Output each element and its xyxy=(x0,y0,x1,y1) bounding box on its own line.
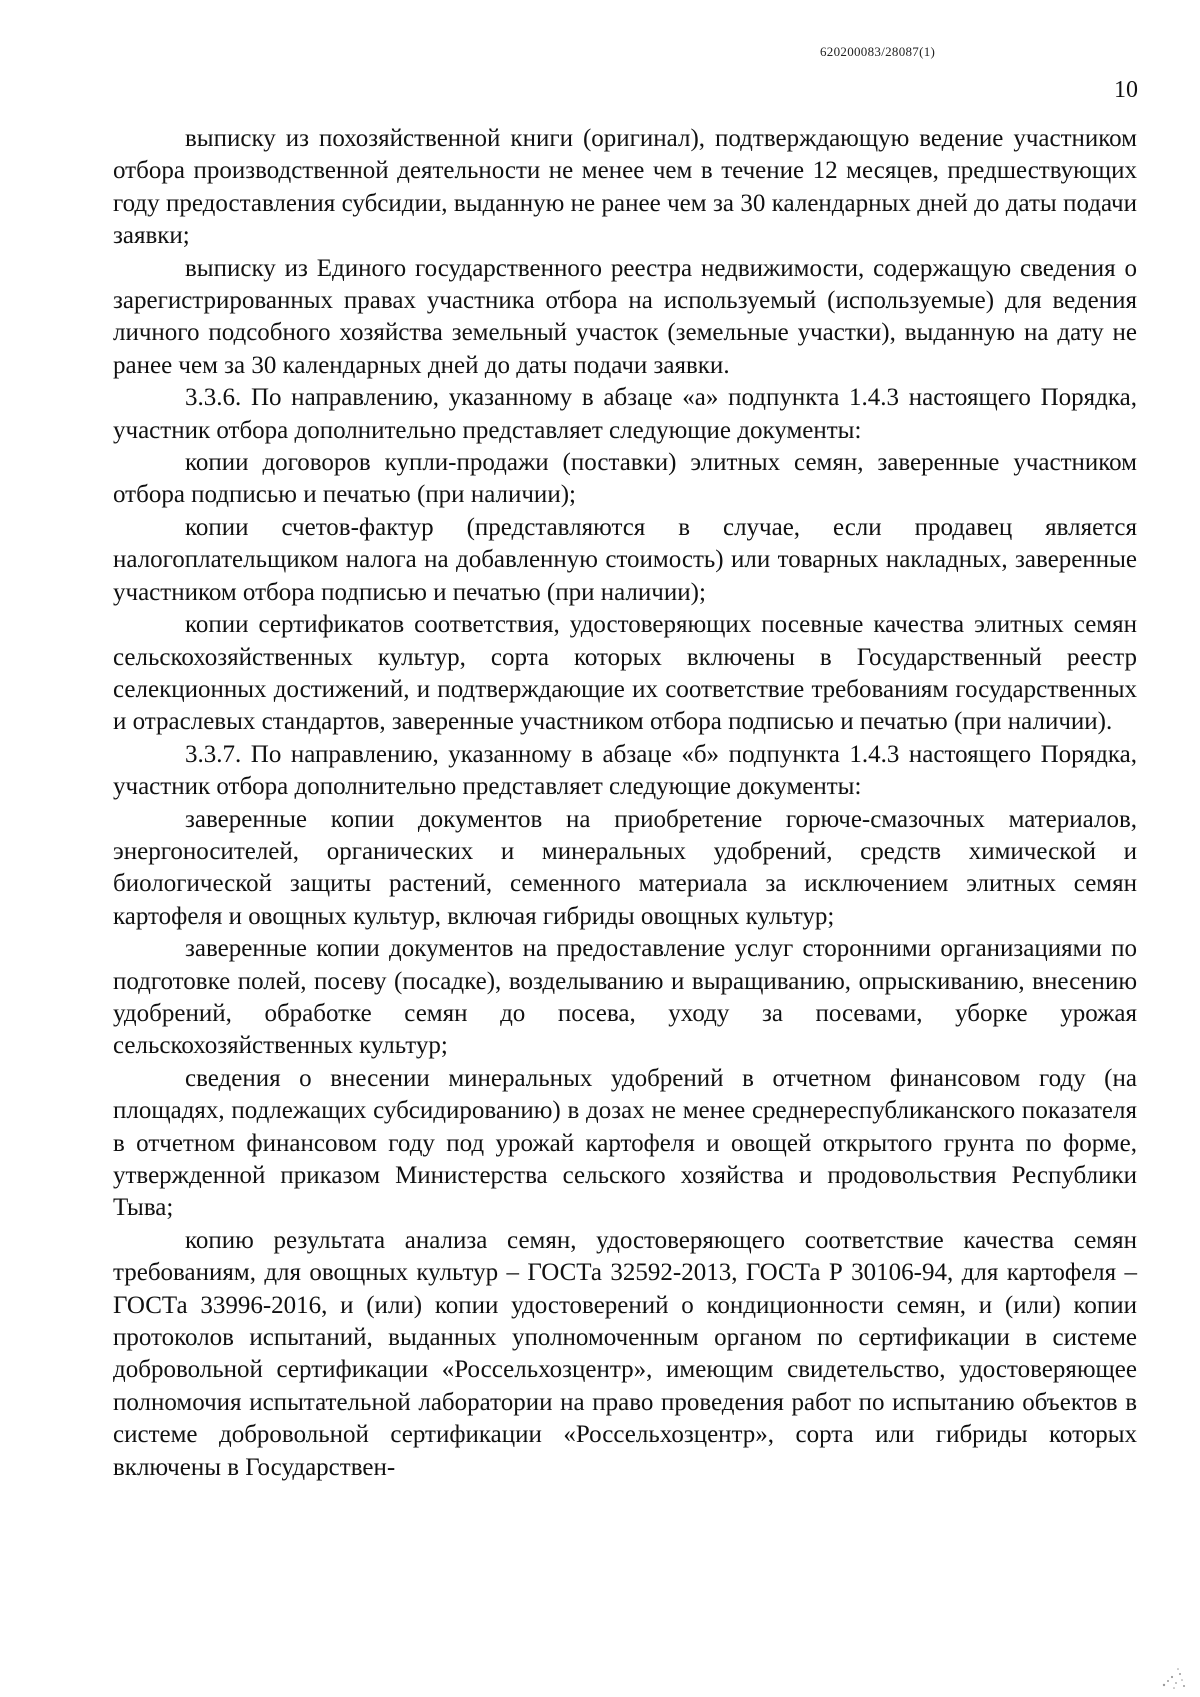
paragraph: 3.3.7. По направлению, указанному в абзаце «б» подпункта 1.4.3 настоящего Порядка, участник отбора дополнительно представляет следующие документы: xyxy=(113,740,1137,801)
paragraph: заверенные копии документов на приобретение горюче-смазочных материалов, энергоносителей, органических и минеральных удобрений, средств химической и биологической защиты растений, семенного материала за исключением элитных семян картофеля и овощных культур, включая гибриды овощных культур; xyxy=(113,805,1137,930)
document-body xyxy=(113,123,1137,1484)
paragraph: 3.3.6. По направлению, указанному в абзаце «а» подпункта 1.4.3 настоящего Порядка, участник отбора дополнительно представляет следующие документы: xyxy=(113,384,1137,444)
page-number: 10 xyxy=(1114,77,1138,103)
paragraph: сведения о внесении минеральных удобрений в отчетном финансовом году (на площадях, подлежащих субсидированию) в дозах не менее среднереспубликанского показателя в отчетном финансовом году под урожай картофеля и овощей открытого грунта по форме, утвержденной приказом Министерства сельского хозяйства и продовольствия Республики Тыва; xyxy=(113,1064,1137,1222)
paragraph: выписку из похозяйственной книги (оригинал), подтверждающую ведение участником отбора производственной деятельности не менее чем в течение 12 месяцев, предшествующих году предоставления субсидии, выданную не ранее чем за 30 календарных дней до даты подачи заявки; xyxy=(113,125,1137,250)
paragraph: копии договоров купли-продажи (поставки) элитных семян, заверенные участником отбора подписью и печатью (при наличии); xyxy=(113,449,1137,509)
paragraph: выписку из Единого государственного реестра недвижимости, содержащую сведения о зарегистрированных правах участника отбора на используемый (используемые) для ведения личного подсобного хозяйства земельный участок (земельные участки), выданную на дату не ранее чем за 30 календарных дней до даты подачи заявки. xyxy=(113,254,1137,379)
paragraph: копию результата анализа семян, удостоверяющего соответствие качества семян требованиям, для овощных культур – ГОСТа 32592-2013, ГОСТа Р 30106-94, для картофеля – ГОСТа 33996-2016, и (или) копии удостоверений о кондиционности семян, и (или) копии протоколов испытаний, выданных уполномоченным органом по сертификации в системе добровольной сертификации «Россельхозцентр», имеющим свидетельство, удостоверяющее полномочия испытательной лаборатории на право проведения работ по испытанию объектов в системе добровольной сертификации «Россельхозцентр», сорта или гибриды которых включены в Государствен- xyxy=(113,1226,1137,1481)
scan-artifact-mark xyxy=(1158,1665,1188,1691)
paragraph: копии сертификатов соответствия, удостоверяющих посевные качества элитных семян сельскохозяйственных культур, сорта которых включены в Государственный реестр селекционных достижений, и подтверждающие их соответствие требованиям государственных и отраслевых стандартов, заверенные участником отбора подписью и печатью (при наличии). xyxy=(113,611,1137,736)
paragraph: заверенные копии документов на предоставление услуг сторонними организациями по подготовке полей, посеву (посадке), возделыванию и выращиванию, опрыскиванию, внесению удобрений, обработке семян до посева, уходу за посевами, уборке урожая сельскохозяйственных культур; xyxy=(113,935,1137,1060)
document-id: 620200083/28087(1) xyxy=(820,44,936,59)
paragraph: копии счетов-фактур (представляются в случае, если продавец является налогоплательщиком налога на добавленную стоимость) или товарных накладных, заверенные участником отбора подписью и печатью (при наличии); xyxy=(113,513,1137,606)
